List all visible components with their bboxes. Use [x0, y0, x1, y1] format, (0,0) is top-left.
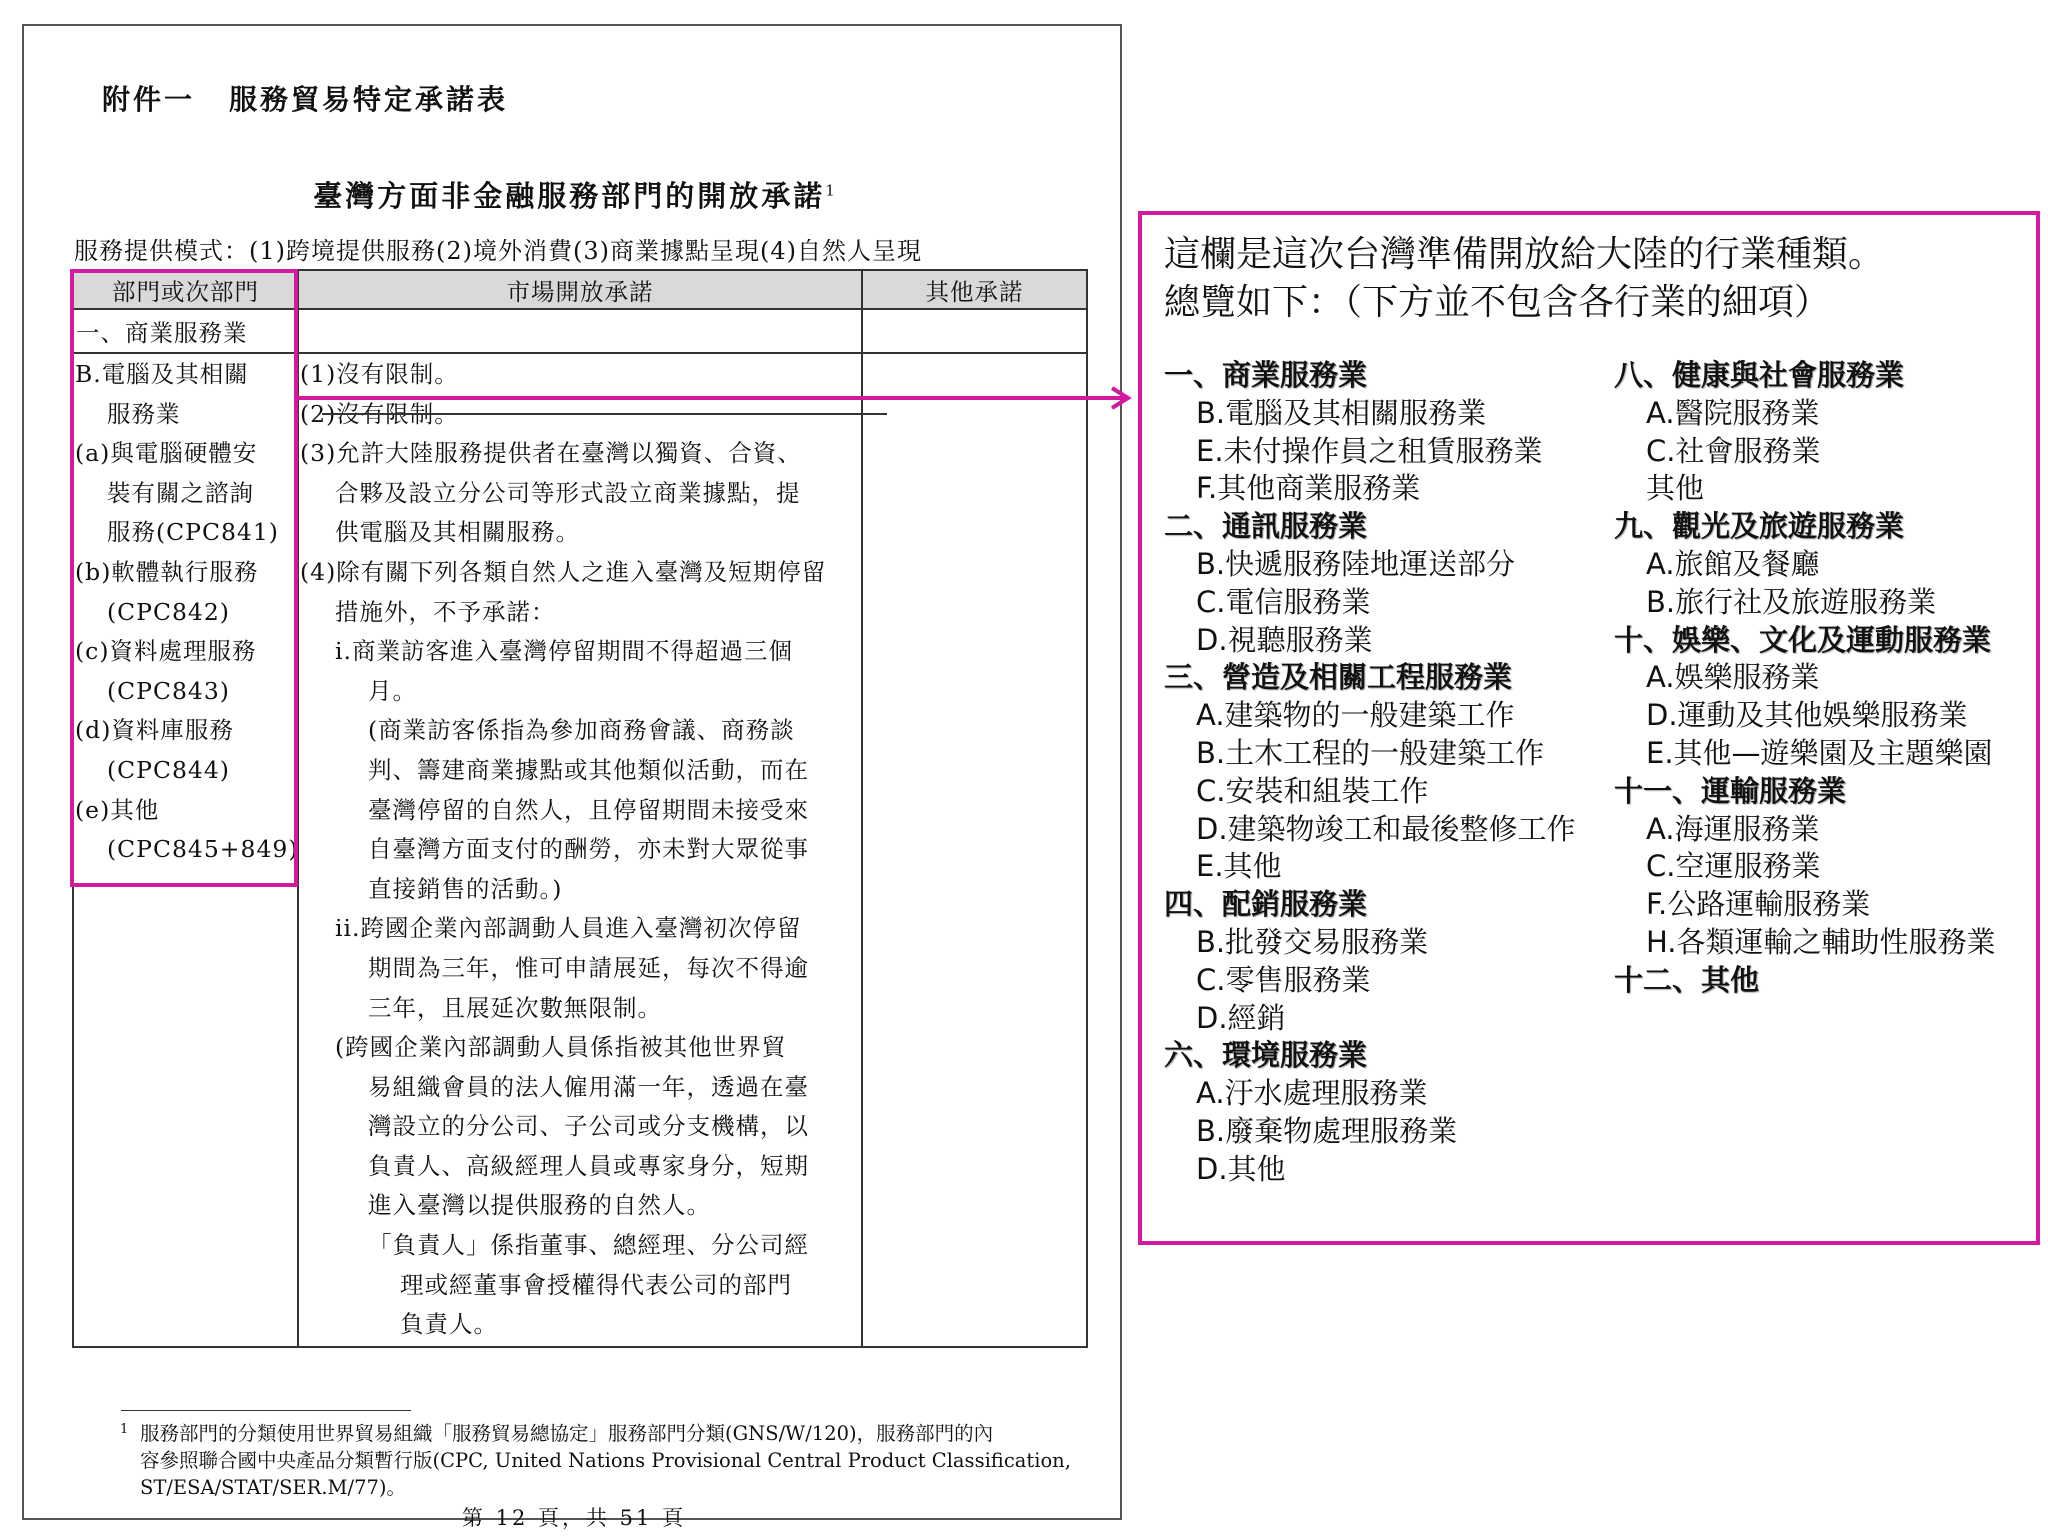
- document-title-text: 臺灣方面非金融服務部門的開放承諾: [313, 179, 826, 213]
- category-title: 一、商業服務業: [1164, 358, 1368, 392]
- industry-callout: [1138, 211, 2040, 1245]
- commitment-line: (跨國企業內部調動人員係指被其他世界貿: [335, 1033, 787, 1062]
- category-title: 十、娛樂、文化及運動服務業: [1614, 622, 1992, 657]
- subcategory-item: A.建築物的一般建築工作: [1196, 698, 1515, 733]
- sector-line: (d)資料庫服務: [75, 716, 234, 745]
- page-number: 第 12 頁，共 51 頁: [461, 1506, 687, 1530]
- subcategory-item: D.視聽服務業: [1196, 622, 1373, 657]
- subcategory-item: B.快遞服務陸地運送部分: [1196, 546, 1516, 581]
- header-market-access: 市場開放承諾: [298, 270, 862, 309]
- sector-line: (CPC844): [107, 755, 230, 784]
- commitment-line: (4)除有關下列各類自然人之進入臺灣及短期停留: [300, 557, 827, 586]
- commitment-line: 臺灣停留的自然人，且停留期間未接受來: [368, 795, 809, 824]
- subcategory-item: C.電信服務業: [1196, 584, 1371, 619]
- commitment-line: 自臺灣方面支付的酬勞，亦未對大眾從事: [368, 835, 809, 864]
- callout-intro-line-1: 這欄是這次台灣準備開放給大陸的行業種類。: [1164, 234, 1885, 275]
- annex-heading: [102, 78, 508, 118]
- commitment-line: 判、籌建商業據點或其他類似活動，而在: [368, 755, 809, 784]
- sector-line: 裝有關之諮詢: [107, 478, 254, 507]
- subcategory-item: H.各類運輸之輔助性服務業: [1646, 924, 1996, 959]
- subcategory-item: D.其他: [1196, 1151, 1286, 1186]
- commitment-line: 措施外，不予承諾：: [335, 597, 556, 626]
- subcategory-item: B.旅行社及旅遊服務業: [1646, 584, 1937, 619]
- subcategory-item: D.經銷: [1196, 1000, 1286, 1035]
- subcategory-item: B.電腦及其相關服務業: [1196, 395, 1487, 430]
- subcategory-item: A.娛樂服務業: [1646, 660, 1820, 695]
- subcategory-item: C.社會服務業: [1646, 433, 1821, 468]
- commitment-line: (商業訪客係指為參加商務會議、商務談: [368, 716, 795, 745]
- service-modes: 服務提供模式：(1)跨境提供服務(2)境外消費(3)商業據點呈現(4)自然人呈現: [74, 237, 922, 265]
- category-title: 十二、其他: [1614, 962, 1760, 997]
- sector-line: (c)資料處理服務: [75, 637, 257, 666]
- commitment-line: 期間為三年，惟可申請展延，每次不得逾: [368, 953, 809, 982]
- subcategory-item: D.建築物竣工和最後整修工作: [1196, 811, 1576, 846]
- commitment-line: 「負責人」係指董事、總經理、分公司經: [368, 1231, 809, 1260]
- subcategory-item: D.運動及其他娛樂服務業: [1646, 698, 1968, 733]
- commitment-line: 易組織會員的法人僱用滿一年，透過在臺: [368, 1072, 809, 1101]
- subcategory-item: F.其他商業服務業: [1196, 471, 1421, 506]
- callout-intro: [1164, 231, 1884, 327]
- footnote-line-1: 服務部門的分類使用世界貿易組織「服務貿易總協定」服務部門分類(GNS/W/120)，服務部門的內: [140, 1422, 994, 1445]
- subcategory-item: C.零售服務業: [1196, 962, 1371, 997]
- category-title: 八、健康與社會服務業: [1614, 358, 1905, 392]
- category-column-left: [1164, 357, 1576, 1189]
- footnote-mark: 1: [120, 1422, 129, 1437]
- document-title: [24, 174, 1124, 215]
- subcategory-item: B.批發交易服務業: [1196, 924, 1429, 959]
- footnote-line-3: ST/ESA/STAT/SER.M/77)。: [140, 1476, 407, 1499]
- subcategory-item: C.安裝和組裝工作: [1196, 773, 1429, 808]
- other-commitment-cell: [862, 353, 1087, 1347]
- category-title: 六、環境服務業: [1164, 1038, 1368, 1073]
- section-empty-cell-2: [862, 309, 1087, 353]
- subcategory-item: A.海運服務業: [1646, 811, 1820, 846]
- arrow-right-icon: [298, 386, 1140, 410]
- commitment-line: 月。: [368, 676, 417, 705]
- subcategory-item: E.其他—遊樂園及主題樂園: [1646, 735, 1993, 770]
- subcategory-item: F.公路運輸服務業: [1646, 887, 1871, 922]
- commitment-line: 負責人。: [400, 1310, 498, 1339]
- header-other: 其他承諾: [862, 270, 1087, 309]
- annex-title: 服務貿易特定承諾表: [229, 83, 509, 116]
- footnote: [120, 1420, 1084, 1501]
- callout-intro-line-2: 總覽如下：（下方並不包含各行業的細項）: [1164, 282, 1831, 323]
- sector-line: (CPC845+849): [107, 835, 299, 864]
- commitment-line: 理或經董事會授權得代表公司的部門: [400, 1270, 792, 1299]
- subcategory-item: A.醫院服務業: [1646, 395, 1820, 430]
- commitment-line: 三年，且展延次數無限制。: [368, 993, 662, 1022]
- footnote-rule: [121, 1410, 411, 1411]
- commitment-line: 供電腦及其相關服務。: [335, 518, 580, 547]
- subcategory-item: E.未付操作員之租賃服務業: [1196, 433, 1543, 468]
- subcategory-item: B.廢棄物處理服務業: [1196, 1113, 1458, 1148]
- category-title: 二、通訊服務業: [1164, 509, 1368, 544]
- sector-line: 服務(CPC841): [107, 518, 279, 547]
- section-empty-cell: [298, 309, 862, 353]
- commitment-line: ii.跨國企業內部調動人員進入臺灣初次停留: [335, 914, 802, 943]
- subcategory-item: C.空運服務業: [1646, 849, 1821, 884]
- subcategory-item: E.其他: [1196, 849, 1282, 884]
- mode-divider-line: [322, 413, 887, 415]
- sector-line: (CPC842): [107, 597, 230, 626]
- commitment-line: (2)沒有限制。: [300, 399, 459, 428]
- subcategory-item: 其他: [1646, 471, 1705, 506]
- commitment-line: 負責人、高級經理人員或專家身分，短期: [368, 1151, 809, 1180]
- sector-line: (a)與電腦硬體安: [75, 439, 258, 468]
- commitment-line: 直接銷售的活動。): [368, 874, 563, 903]
- commitment-line: 進入臺灣以提供服務的自然人。: [368, 1191, 711, 1220]
- sector-line: B.電腦及其相關: [75, 360, 249, 388]
- commitment-line: i.商業訪客進入臺灣停留期間不得超過三個: [335, 637, 793, 666]
- category-title: 十一、運輸服務業: [1614, 773, 1847, 808]
- sector-line: (b)軟體執行服務: [75, 557, 259, 586]
- commitment-line: (1)沒有限制。: [300, 360, 459, 388]
- category-title: 九、觀光及旅遊服務業: [1614, 509, 1905, 544]
- subcategory-item: B.土木工程的一般建築工作: [1196, 735, 1545, 770]
- sector-column-highlight: [70, 269, 298, 887]
- category-column-right: [1614, 357, 1996, 1000]
- subcategory-item: A.汙水處理服務業: [1196, 1076, 1428, 1111]
- footnote-line-2: 容參照聯合國中央產品分類暫行版(CPC, United Nations Provisional Central Product Classification,: [140, 1449, 1071, 1472]
- header-sector: 部門或次部門: [73, 270, 298, 309]
- sector-line: (e)其他: [75, 795, 160, 824]
- subcategory-item: A.旅館及餐廳: [1646, 546, 1820, 581]
- category-title: 四、配銷服務業: [1164, 887, 1368, 922]
- sector-line: (CPC843): [107, 676, 230, 705]
- annex-label: 附件一: [102, 83, 196, 116]
- commitment-line: 灣設立的分公司、子公司或分支機構，以: [368, 1112, 809, 1141]
- commitment-line: (3)允許大陸服務提供者在臺灣以獨資、合資、: [300, 439, 802, 468]
- category-title: 三、營造及相關工程服務業: [1164, 660, 1513, 695]
- sector-line: 服務業: [107, 399, 181, 428]
- market-access-cell: [298, 353, 862, 1347]
- section-label: 一、商業服務業: [73, 309, 298, 353]
- commitment-line: 合夥及設立分公司等形式設立商業據點，提: [335, 478, 801, 507]
- footnote-ref: 1: [825, 181, 835, 200]
